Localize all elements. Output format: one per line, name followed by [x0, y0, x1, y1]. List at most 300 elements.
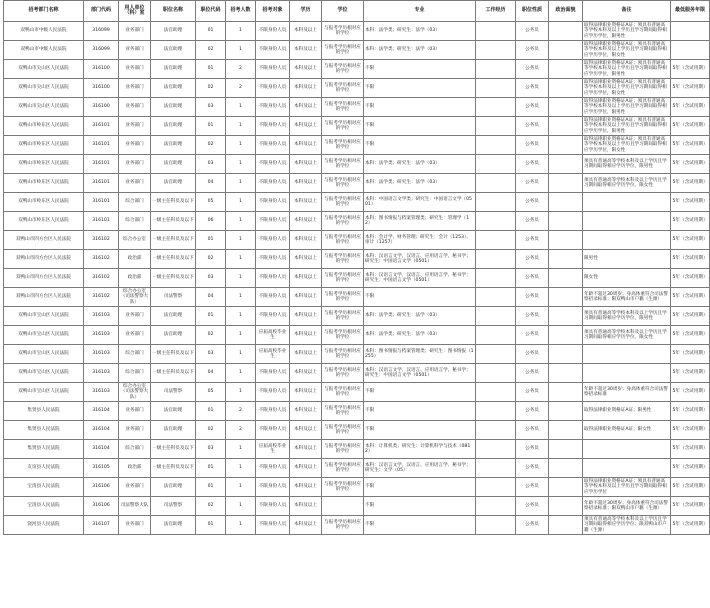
- cell-unit: 政治部: [119, 250, 151, 269]
- cell-major: 本科：汉语言文学、汉语言、应用语言学、秘书学；研究生：中国语言文学（0501）: [364, 269, 476, 288]
- cell-dept-code: 316101: [84, 117, 119, 136]
- col-header-min-service: 最低服务年限: [671, 1, 710, 22]
- cell-target: 不限身份人员: [256, 478, 290, 497]
- col-header-work-experience: 工作经历: [476, 1, 516, 22]
- cell-major: 不限: [364, 497, 476, 516]
- cell-remarks: [583, 440, 671, 459]
- cell-major: 不限: [364, 421, 476, 440]
- cell-work-experience: [476, 288, 516, 307]
- cell-education: 本科及以上: [290, 288, 322, 307]
- cell-target: 不限身份人员: [256, 364, 290, 383]
- cell-political-status: [549, 269, 583, 288]
- cell-degree: 与报考学历相对应的学位: [322, 478, 364, 497]
- table-row: [4, 383, 710, 402]
- cell-position-name: 一级主任科员及以下: [151, 193, 196, 212]
- cell-remarks: 取得法律职业资格证A证；须具有普通高等学校本科及以上学历且学习期间取得相应学历学位，限男性: [583, 60, 671, 79]
- cell-position-code: 04: [196, 364, 226, 383]
- cell-political-status: [549, 250, 583, 269]
- cell-dept-code: 316102: [84, 231, 119, 250]
- cell-min-service: 5年（含试用期）: [671, 459, 710, 478]
- cell-political-status: [549, 212, 583, 231]
- cell-dept-code: 316106: [84, 497, 119, 516]
- cell-min-service: [671, 22, 710, 41]
- cell-headcount: 1: [226, 307, 256, 326]
- cell-target: 不限身份人员: [256, 250, 290, 269]
- cell-min-service: 5年（含试用期）: [671, 326, 710, 345]
- cell-position-type: 公务员: [516, 402, 549, 421]
- cell-major: 本科：会计学、财务管理；研究生：会计（1253）、审计（1257）: [364, 231, 476, 250]
- col-header-position-name: 职位名称: [151, 1, 196, 22]
- cell-work-experience: [476, 155, 516, 174]
- cell-education: 本科及以上: [290, 155, 322, 174]
- cell-position-name: 法官助理: [151, 98, 196, 117]
- cell-min-service: 5年（含试用期）: [671, 288, 710, 307]
- cell-dept-name: 集贤县人民法院: [4, 402, 84, 421]
- cell-major: 本科：法学类；研究生：法学（03）: [364, 41, 476, 60]
- table-row: [4, 440, 710, 459]
- cell-position-code: 01: [196, 22, 226, 41]
- cell-position-name: 法官助理: [151, 117, 196, 136]
- cell-political-status: [549, 402, 583, 421]
- cell-dept-name: 双鸭山市尖山区人民法院: [4, 79, 84, 98]
- col-header-political-status: 政治面貌: [549, 1, 583, 22]
- cell-education: 本科及以上: [290, 307, 322, 326]
- cell-position-type: 公务员: [516, 174, 549, 193]
- cell-major: 不限: [364, 117, 476, 136]
- cell-unit: 综合部门: [119, 364, 151, 383]
- table-row: [4, 364, 710, 383]
- cell-major: 不限: [364, 516, 476, 535]
- cell-political-status: [549, 117, 583, 136]
- cell-position-code: 01: [196, 60, 226, 79]
- cell-political-status: [549, 98, 583, 117]
- cell-remarks: 须具有普通高等学校本科及以上学历且学习期间取得相应学历学位，限女性: [583, 326, 671, 345]
- cell-dept-code: 316101: [84, 174, 119, 193]
- cell-position-code: 03: [196, 98, 226, 117]
- cell-unit: 综合办公室: [119, 231, 151, 250]
- cell-target: 应届高校毕业生: [256, 326, 290, 345]
- cell-dept-name: 双鸭山市岭东区人民法院: [4, 136, 84, 155]
- cell-position-name: 法官助理: [151, 22, 196, 41]
- cell-work-experience: [476, 41, 516, 60]
- cell-degree: 与报考学历相对应的学位: [322, 402, 364, 421]
- cell-dept-name: 双鸭山市四方台区人民法院: [4, 231, 84, 250]
- cell-unit: 业务部门: [119, 402, 151, 421]
- cell-degree: 与报考学历相对应的学位: [322, 98, 364, 117]
- col-header-target: 招考对象: [256, 1, 290, 22]
- cell-dept-name: 友谊县人民法院: [4, 459, 84, 478]
- cell-target: 不限身份人员: [256, 22, 290, 41]
- cell-position-code: 03: [196, 440, 226, 459]
- cell-target: 不限身份人员: [256, 41, 290, 60]
- cell-position-type: 公务员: [516, 269, 549, 288]
- cell-political-status: [549, 516, 583, 535]
- cell-work-experience: [476, 174, 516, 193]
- cell-position-type: 公务员: [516, 516, 549, 535]
- cell-remarks: 限女性: [583, 269, 671, 288]
- cell-remarks: [583, 364, 671, 383]
- cell-unit: 业务部门: [119, 79, 151, 98]
- cell-major: 不限: [364, 136, 476, 155]
- cell-dept-name: 宝清县人民法院: [4, 478, 84, 497]
- cell-education: 本科及以上: [290, 497, 322, 516]
- cell-dept-code: 316100: [84, 98, 119, 117]
- col-header-unit: 用人单位（科）室: [119, 1, 151, 22]
- cell-unit: 政治部: [119, 459, 151, 478]
- cell-major: 不限: [364, 288, 476, 307]
- cell-position-name: 一级主任科员及以下: [151, 440, 196, 459]
- cell-dept-name: 双鸭山市宝山区人民法院: [4, 307, 84, 326]
- cell-target: 不限身份人员: [256, 497, 290, 516]
- cell-degree: 与报考学历相对应的学位: [322, 231, 364, 250]
- cell-degree: 与报考学历相对应的学位: [322, 345, 364, 364]
- table-row: [4, 136, 710, 155]
- col-header-dept-name: 招考部门名称: [4, 1, 84, 22]
- col-header-position-code: 职位代码: [196, 1, 226, 22]
- cell-dept-code: 316104: [84, 440, 119, 459]
- table-row: [4, 41, 710, 60]
- cell-headcount: 1: [226, 231, 256, 250]
- cell-position-code: 02: [196, 136, 226, 155]
- cell-degree: 与报考学历相对应的学位: [322, 60, 364, 79]
- cell-remarks: 须具有普通高等学校本科及以上学历且学习期间取得相应学历学位，限男性: [583, 307, 671, 326]
- cell-major: 本科：中国语言文学类；研究生：中国语言文学（0501）: [364, 193, 476, 212]
- cell-position-name: 法官助理: [151, 174, 196, 193]
- cell-dept-code: 316103: [84, 383, 119, 402]
- cell-position-code: 03: [196, 155, 226, 174]
- cell-position-name: 一级主任科员及以下: [151, 345, 196, 364]
- cell-political-status: [549, 440, 583, 459]
- cell-position-type: 公务员: [516, 193, 549, 212]
- cell-dept-name: 双鸭山市宝山区人民法院: [4, 326, 84, 345]
- cell-dept-name: 双鸭山市中级人民法院: [4, 41, 84, 60]
- cell-work-experience: [476, 136, 516, 155]
- cell-target: 不限身份人员: [256, 231, 290, 250]
- cell-target: 不限身份人员: [256, 174, 290, 193]
- cell-work-experience: [476, 459, 516, 478]
- cell-position-code: 04: [196, 288, 226, 307]
- cell-position-name: 司法警察: [151, 383, 196, 402]
- cell-major: 不限: [364, 478, 476, 497]
- cell-min-service: 5年（含试用期）: [671, 269, 710, 288]
- cell-position-type: 公务员: [516, 364, 549, 383]
- cell-work-experience: [476, 60, 516, 79]
- cell-education: 本科及以上: [290, 98, 322, 117]
- cell-min-service: 5年（含试用期）: [671, 231, 710, 250]
- cell-education: 本科及以上: [290, 174, 322, 193]
- cell-remarks: 年龄不超过30周岁；身高体重符合司法警察招录标准；限双鸭山市户籍（生源）: [583, 288, 671, 307]
- cell-remarks: 年龄不超过30周岁；身高体重符合司法警察招录标准；限双鸭山市户籍（生源）: [583, 497, 671, 516]
- cell-degree: 与报考学历相对应的学位: [322, 269, 364, 288]
- cell-unit: 业务部门: [119, 174, 151, 193]
- cell-major: 本科：图书情报与档案管理类；研究生：管理学（12）: [364, 212, 476, 231]
- cell-min-service: 5年（含试用期）: [671, 212, 710, 231]
- cell-position-code: 02: [196, 497, 226, 516]
- cell-political-status: [549, 459, 583, 478]
- cell-min-service: [671, 41, 710, 60]
- col-header-education: 学历: [290, 1, 322, 22]
- cell-dept-code: 316106: [84, 478, 119, 497]
- cell-unit: 业务部门: [119, 155, 151, 174]
- cell-headcount: 1: [226, 98, 256, 117]
- table-row: [4, 497, 710, 516]
- cell-headcount: 1: [226, 269, 256, 288]
- cell-political-status: [549, 193, 583, 212]
- cell-position-name: 法官助理: [151, 41, 196, 60]
- cell-education: 本科及以上: [290, 117, 322, 136]
- cell-min-service: 5年（含试用期）: [671, 155, 710, 174]
- cell-education: 本科及以上: [290, 478, 322, 497]
- cell-education: 本科及以上: [290, 60, 322, 79]
- cell-remarks: 须具有普通高等学校本科及以上学历且学习期间取得相应学历学位；限双鸭山市户籍（生源）: [583, 516, 671, 535]
- cell-min-service: 5年（含试用期）: [671, 307, 710, 326]
- cell-education: 本科及以上: [290, 250, 322, 269]
- cell-position-name: 司法警察: [151, 497, 196, 516]
- cell-political-status: [549, 383, 583, 402]
- cell-political-status: [549, 307, 583, 326]
- cell-dept-name: 双鸭山市尖山区人民法院: [4, 98, 84, 117]
- cell-position-name: 一级主任科员及以下: [151, 459, 196, 478]
- cell-major: 本科：法学类；研究生：法学（03）: [364, 155, 476, 174]
- cell-unit: 综合办公室（司法警察大队）: [119, 288, 151, 307]
- cell-degree: 与报考学历相对应的学位: [322, 79, 364, 98]
- cell-dept-code: 316105: [84, 459, 119, 478]
- cell-position-type: 公务员: [516, 307, 549, 326]
- cell-political-status: [549, 421, 583, 440]
- cell-dept-code: 316101: [84, 155, 119, 174]
- cell-min-service: 5年（含试用期）: [671, 364, 710, 383]
- cell-degree: 与报考学历相对应的学位: [322, 22, 364, 41]
- table-row: [4, 174, 710, 193]
- cell-education: 本科及以上: [290, 212, 322, 231]
- cell-position-name: 法官助理: [151, 516, 196, 535]
- cell-work-experience: [476, 516, 516, 535]
- cell-target: 不限身份人员: [256, 288, 290, 307]
- cell-remarks: 取得法律职业资格证A证；限男性: [583, 402, 671, 421]
- cell-degree: [322, 497, 364, 516]
- cell-position-name: 法官助理: [151, 307, 196, 326]
- cell-position-type: 公务员: [516, 421, 549, 440]
- cell-headcount: 1: [226, 117, 256, 136]
- cell-political-status: [549, 155, 583, 174]
- cell-remarks: [583, 212, 671, 231]
- cell-position-type: 公务员: [516, 459, 549, 478]
- cell-min-service: 5年（含试用期）: [671, 250, 710, 269]
- cell-target: 不限身份人员: [256, 60, 290, 79]
- cell-degree: 与报考学历相对应的学位: [322, 383, 364, 402]
- cell-dept-name: 双鸭山市岭东区人民法院: [4, 117, 84, 136]
- cell-target: 不限身份人员: [256, 516, 290, 535]
- cell-dept-name: 双鸭山市中级人民法院: [4, 22, 84, 41]
- cell-position-code: 02: [196, 326, 226, 345]
- cell-position-code: 01: [196, 459, 226, 478]
- col-header-major: 专业: [364, 1, 476, 22]
- cell-dept-code: 316100: [84, 79, 119, 98]
- cell-position-type: 公务员: [516, 155, 549, 174]
- cell-major: 本科：法学类；研究生：法学（03）: [364, 22, 476, 41]
- table-row: [4, 288, 710, 307]
- cell-headcount: 1: [226, 22, 256, 41]
- cell-work-experience: [476, 307, 516, 326]
- cell-position-name: 法官助理: [151, 79, 196, 98]
- cell-target: 不限身份人员: [256, 459, 290, 478]
- table-row: [4, 250, 710, 269]
- cell-unit: 业务部门: [119, 41, 151, 60]
- cell-major: 不限: [364, 383, 476, 402]
- cell-dept-name: 饶河县人民法院: [4, 516, 84, 535]
- cell-dept-code: 316102: [84, 269, 119, 288]
- cell-target: 不限身份人员: [256, 383, 290, 402]
- cell-position-name: 一级主任科员及以下: [151, 250, 196, 269]
- cell-unit: 综合部门: [119, 440, 151, 459]
- cell-target: 不限身份人员: [256, 402, 290, 421]
- cell-position-name: 法官助理: [151, 402, 196, 421]
- cell-remarks: 取得法律职业资格证A证；须具有普通高等学校本科及以上学历且学习期间取得相应学历学位，限女性: [583, 136, 671, 155]
- col-header-position-type: 职位性质: [516, 1, 549, 22]
- cell-dept-name: 双鸭山市宝山区人民法院: [4, 345, 84, 364]
- cell-position-name: 司法警察: [151, 288, 196, 307]
- cell-target: 不限身份人员: [256, 117, 290, 136]
- cell-target: 不限身份人员: [256, 212, 290, 231]
- table-row: [4, 326, 710, 345]
- cell-work-experience: [476, 326, 516, 345]
- cell-position-type: 公务员: [516, 326, 549, 345]
- cell-position-code: 01: [196, 117, 226, 136]
- cell-work-experience: [476, 79, 516, 98]
- cell-work-experience: [476, 117, 516, 136]
- cell-position-type: 公务员: [516, 345, 549, 364]
- cell-major: 本科：图书情报与档案管理类；研究生：图书情报（1255）: [364, 345, 476, 364]
- cell-headcount: 1: [226, 459, 256, 478]
- cell-major: 本科：汉语言文学、汉语言、应用语言学、秘书学；研究生：中国语言文学（0501）: [364, 364, 476, 383]
- col-header-degree: 学位: [322, 1, 364, 22]
- cell-degree: 与报考学历相对应的学位: [322, 288, 364, 307]
- cell-min-service: 5年（含试用期）: [671, 402, 710, 421]
- cell-education: 本科及以上: [290, 136, 322, 155]
- cell-unit: 业务部门: [119, 326, 151, 345]
- cell-degree: 与报考学历相对应的学位: [322, 117, 364, 136]
- cell-remarks: [583, 459, 671, 478]
- cell-political-status: [549, 22, 583, 41]
- cell-work-experience: [476, 250, 516, 269]
- cell-political-status: [549, 136, 583, 155]
- cell-min-service: 5年（含试用期）: [671, 60, 710, 79]
- cell-dept-code: 316103: [84, 345, 119, 364]
- cell-position-code: 05: [196, 383, 226, 402]
- cell-dept-name: 双鸭山市岭东区人民法院: [4, 212, 84, 231]
- table-row: [4, 193, 710, 212]
- cell-position-code: 02: [196, 250, 226, 269]
- cell-headcount: 1: [226, 383, 256, 402]
- cell-unit: 政治部: [119, 269, 151, 288]
- cell-dept-name: 双鸭山市四方台区人民法院: [4, 250, 84, 269]
- cell-position-code: 02: [196, 41, 226, 60]
- cell-unit: 业务部门: [119, 516, 151, 535]
- cell-degree: 与报考学历相对应的学位: [322, 326, 364, 345]
- cell-dept-code: 316099: [84, 41, 119, 60]
- cell-dept-name: 集贤县人民法院: [4, 421, 84, 440]
- cell-min-service: 5年（含试用期）: [671, 193, 710, 212]
- cell-headcount: 1: [226, 41, 256, 60]
- cell-degree: 与报考学历相对应的学位: [322, 364, 364, 383]
- cell-position-code: 04: [196, 174, 226, 193]
- cell-position-type: 公务员: [516, 440, 549, 459]
- cell-degree: 与报考学历相对应的学位: [322, 136, 364, 155]
- cell-remarks: 取得法律职业资格证A证；须具有普通高等学校本科及以上学历且学习期间取得相应学历学位，限女性: [583, 79, 671, 98]
- cell-education: 本科及以上: [290, 440, 322, 459]
- cell-degree: 与报考学历相对应的学位: [322, 307, 364, 326]
- cell-work-experience: [476, 383, 516, 402]
- table-row: [4, 231, 710, 250]
- cell-position-code: 01: [196, 478, 226, 497]
- cell-degree: 与报考学历相对应的学位: [322, 440, 364, 459]
- cell-education: 本科及以上: [290, 421, 322, 440]
- cell-headcount: 1: [226, 155, 256, 174]
- cell-position-name: 一级主任科员及以下: [151, 212, 196, 231]
- cell-remarks: 取得法律职业资格证A证；须具有普通高等学校本科及以上学历且学习期间取得相应学历学位，限男性: [583, 98, 671, 117]
- cell-position-type: 公务员: [516, 60, 549, 79]
- cell-target: 不限身份人员: [256, 136, 290, 155]
- cell-degree: 与报考学历相对应的学位: [322, 250, 364, 269]
- cell-degree: 与报考学历相对应的学位: [322, 155, 364, 174]
- cell-unit: 司法警察大队: [119, 497, 151, 516]
- cell-remarks: [583, 345, 671, 364]
- cell-major: 本科：汉语言文学、汉语言、应用语言学、秘书学；研究生：文学（05）: [364, 459, 476, 478]
- cell-political-status: [549, 345, 583, 364]
- cell-work-experience: [476, 231, 516, 250]
- cell-position-code: 06: [196, 212, 226, 231]
- cell-education: 本科及以上: [290, 345, 322, 364]
- cell-work-experience: [476, 478, 516, 497]
- cell-target: 不限身份人员: [256, 421, 290, 440]
- cell-degree: 与报考学历相对应的学位: [322, 212, 364, 231]
- cell-headcount: 2: [226, 79, 256, 98]
- table-row: [4, 459, 710, 478]
- header-row: [4, 1, 710, 22]
- cell-major: 不限: [364, 402, 476, 421]
- cell-position-type: 公务员: [516, 98, 549, 117]
- cell-degree: 与报考学历相对应的学位: [322, 459, 364, 478]
- cell-min-service: 5年（含试用期）: [671, 174, 710, 193]
- col-header-remarks: 备注: [583, 1, 671, 22]
- cell-position-type: 公务员: [516, 41, 549, 60]
- cell-dept-code: 316101: [84, 136, 119, 155]
- cell-min-service: 5年（含试用期）: [671, 516, 710, 535]
- cell-education: 本科及以上: [290, 383, 322, 402]
- cell-unit: 业务部门: [119, 307, 151, 326]
- cell-major: 不限: [364, 60, 476, 79]
- cell-degree: 与报考学历相对应的学位: [322, 421, 364, 440]
- cell-remarks: 年龄不超过30周岁；身高体重符合司法警察招录标准: [583, 383, 671, 402]
- cell-dept-code: 316101: [84, 193, 119, 212]
- cell-remarks: 取得法律职业资格证A证；限女性: [583, 421, 671, 440]
- cell-unit: 综合部门: [119, 212, 151, 231]
- cell-position-type: 公务员: [516, 497, 549, 516]
- cell-position-type: 公务员: [516, 79, 549, 98]
- cell-remarks: 限男性: [583, 250, 671, 269]
- cell-dept-name: 双鸭山市岭东区人民法院: [4, 174, 84, 193]
- cell-headcount: 1: [226, 193, 256, 212]
- cell-position-name: 法官助理: [151, 60, 196, 79]
- table-row: [4, 155, 710, 174]
- cell-target: 不限身份人员: [256, 79, 290, 98]
- cell-political-status: [549, 60, 583, 79]
- cell-min-service: 5年（含试用期）: [671, 421, 710, 440]
- cell-remarks: 取得法律职业资格证A证；须具有普通高等学校本科及以上学历且学习期间取得相应学历学位，限女性: [583, 41, 671, 60]
- cell-position-type: 公务员: [516, 22, 549, 41]
- cell-headcount: 2: [226, 60, 256, 79]
- cell-headcount: 1: [226, 250, 256, 269]
